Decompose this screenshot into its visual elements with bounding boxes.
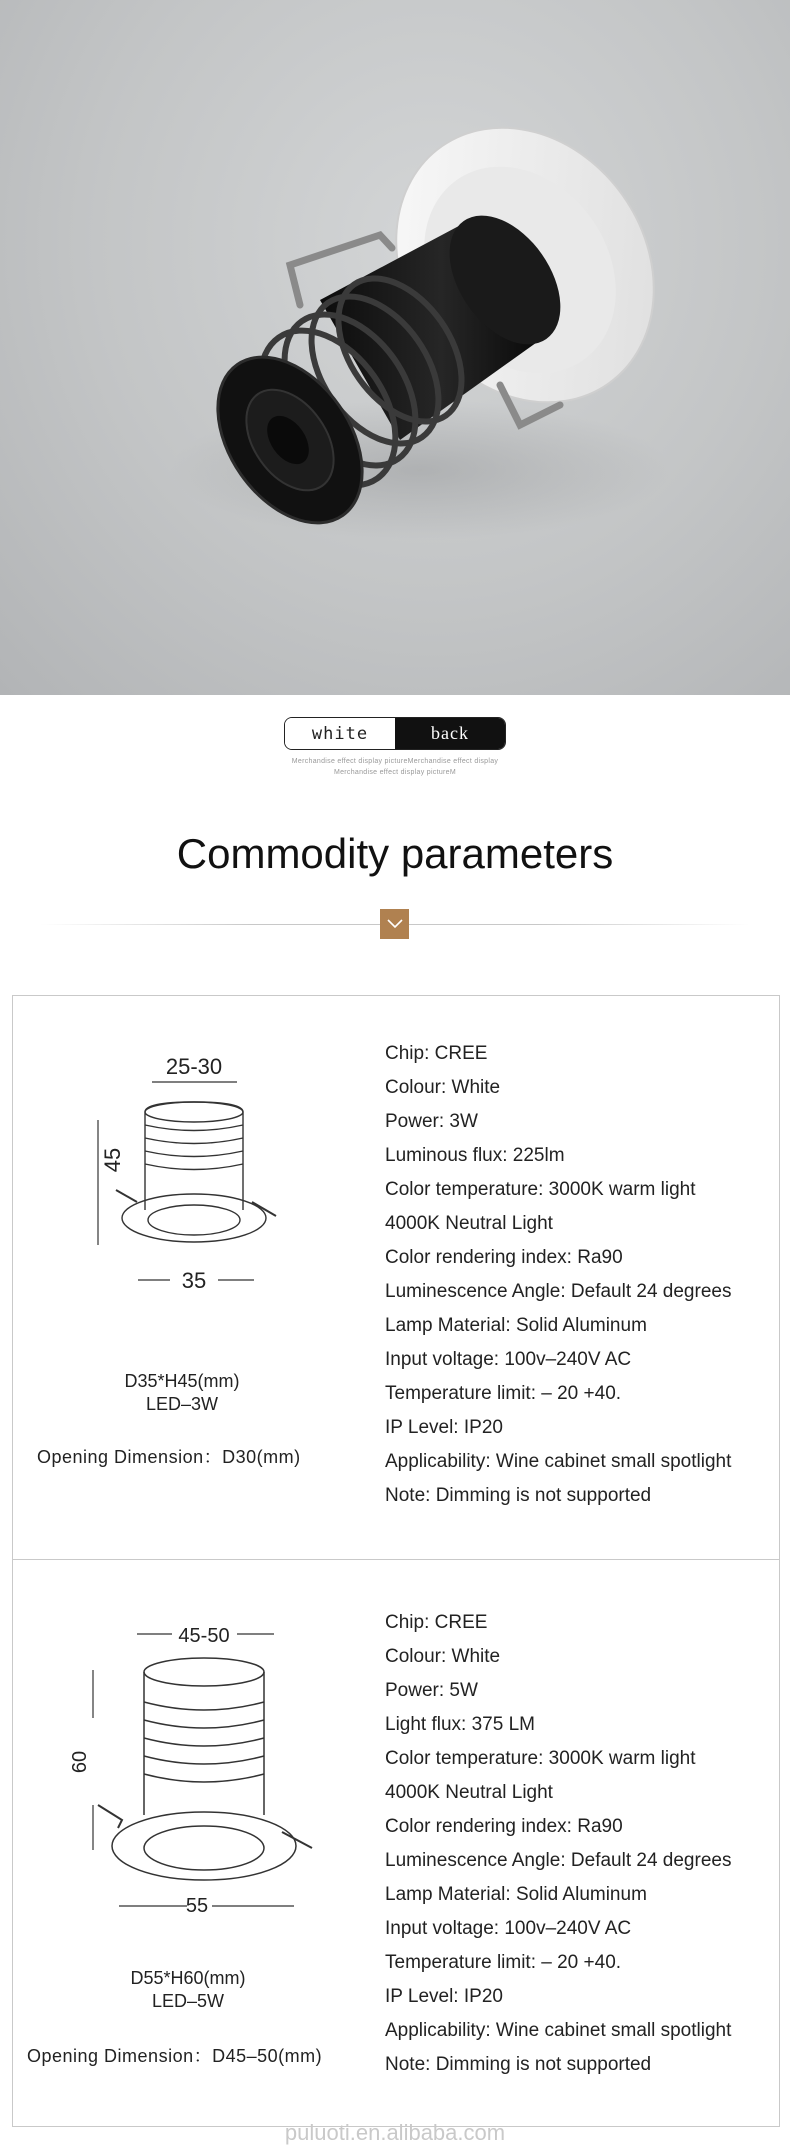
spec-line: Chip: CREE: [385, 1612, 488, 1633]
spec-line: Input voltage: 100v–240V AC: [385, 1349, 632, 1370]
spec-line: Luminescence Angle: Default 24 degrees: [385, 1281, 732, 1302]
product1-drawing: [12, 1040, 382, 1310]
product1-opening: Opening Dimension：D30(mm): [37, 1447, 301, 1467]
product1-model: LED–3W: [145, 1394, 219, 1414]
product2-opening: Opening Dimension：D45–50(mm): [27, 2046, 323, 2066]
spec-line: IP Level: IP20: [385, 1986, 503, 2007]
watermark: puluoti.en.alibaba.com: [284, 2120, 506, 2145]
spec-line: Color temperature: 3000K warm light: [385, 1179, 696, 1200]
chevron-down-icon: [380, 909, 409, 939]
product1-dim-side: 45: [100, 1147, 125, 1173]
spec-line: Note: Dimming is not supported: [385, 2054, 652, 2075]
spec-line: Temperature limit: – 20 +40.: [385, 1383, 622, 1404]
spec-line: Note: Dimming is not supported: [385, 1485, 652, 1506]
spec-line: Color rendering index: Ra90: [385, 1816, 623, 1837]
white-option[interactable]: white: [285, 718, 395, 749]
table-row-divider: [12, 1559, 780, 1560]
spec-line: Light flux: 375 LM: [385, 1714, 535, 1735]
caption-line-2: Merchandise effect display pictureM: [333, 769, 457, 776]
spec-line: Lamp Material: Solid Aluminum: [385, 1315, 647, 1336]
spec-line: Chip: CREE: [385, 1043, 488, 1064]
spec-line: Colour: White: [385, 1077, 501, 1098]
black-option[interactable]: back: [395, 718, 505, 749]
spec-line: 4000K Neutral Light: [385, 1782, 553, 1803]
spec-line: Luminescence Angle: Default 24 degrees: [385, 1850, 732, 1871]
product2-dim-side: 60: [69, 1750, 91, 1774]
caption-line-1: Merchandise effect display pictureMerchandise effect display: [291, 758, 499, 765]
product1-dim-top: 25-30: [165, 1054, 223, 1079]
product1-dim-bottom: 35: [181, 1268, 207, 1293]
section-title: Commodity parameters: [176, 830, 614, 877]
spec-line: Temperature limit: – 20 +40.: [385, 1952, 622, 1973]
spec-line: Applicability: Wine cabinet small spotlight: [385, 1451, 732, 1472]
spec-line: Applicability: Wine cabinet small spotlight: [385, 2020, 732, 2041]
spotlight-illustration: [0, 0, 790, 695]
product2-drawing: [12, 1610, 382, 1930]
color-toggle[interactable]: [284, 717, 506, 750]
spec-line: Lamp Material: Solid Aluminum: [385, 1884, 647, 1905]
product2-size: D55*H60(mm): [130, 1968, 246, 1988]
spec-line: Power: 3W: [385, 1111, 478, 1132]
product-photo: [0, 0, 790, 695]
product1-size: D35*H45(mm): [124, 1371, 240, 1391]
spec-line: Power: 5W: [385, 1680, 478, 1701]
spec-line: Color temperature: 3000K warm light: [385, 1748, 696, 1769]
spec-line: Colour: White: [385, 1646, 501, 1667]
product2-model: LED–5W: [151, 1991, 225, 2011]
product2-dim-bottom: 55: [185, 1895, 209, 1917]
product2-specs: [385, 1606, 731, 2082]
spec-line: Luminous flux: 225lm: [385, 1145, 565, 1166]
spec-line: IP Level: IP20: [385, 1417, 503, 1438]
spec-line: Color rendering index: Ra90: [385, 1247, 623, 1268]
product1-specs: [385, 1037, 731, 1513]
product2-dim-top: 45-50: [178, 1625, 230, 1647]
spec-line: 4000K Neutral Light: [385, 1213, 553, 1234]
spec-line: Input voltage: 100v–240V AC: [385, 1918, 632, 1939]
